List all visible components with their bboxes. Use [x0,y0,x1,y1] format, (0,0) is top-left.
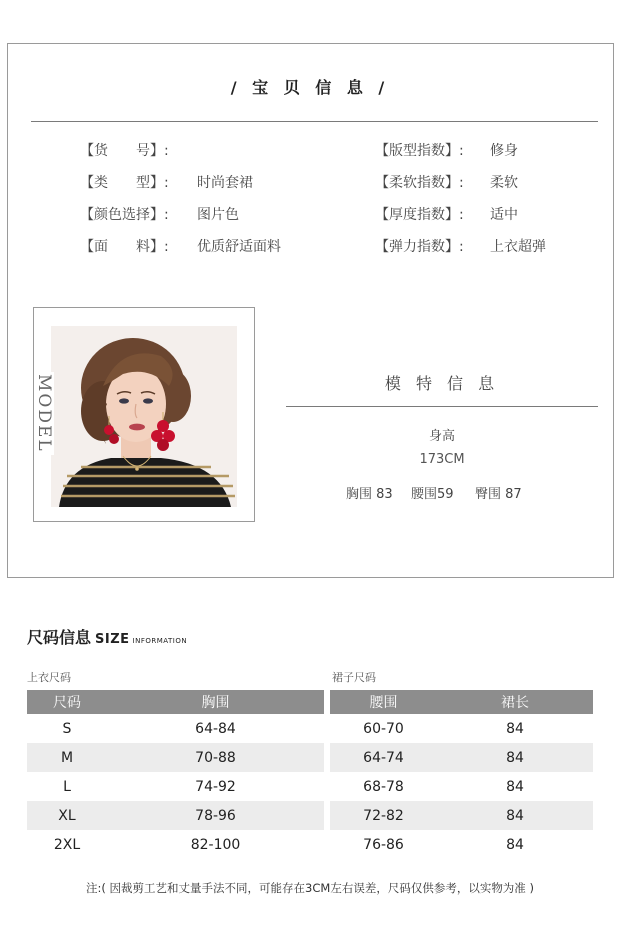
spec-key: 【面 料】: [80,239,169,255]
waist-cell: 64-74 [330,743,437,772]
header-waist: 腰围 [330,690,437,714]
table-row [330,714,593,743]
spec-key: 【类 型】: [80,175,169,191]
spec-thickness [375,204,518,224]
bust-cell: 78-96 [107,801,324,830]
spec-key: 【版型指数】: [375,143,464,159]
bust-cell: 74-92 [195,778,236,795]
size-title-en-small: INFORMATION [132,637,188,645]
size-cell: 2XL [53,836,81,853]
waist-cell: 60-70 [363,720,404,737]
size-title-en: SIZE [95,632,130,647]
bust-cell: 70-88 [107,743,324,772]
bust-cell: 64-84 [195,720,236,737]
model-height-value: 173CM [419,452,465,467]
spec-fabric [80,236,281,256]
spec-value: 时尚套裙 [197,175,253,191]
size-cell: S [62,720,72,737]
waist-cell: 68-78 [363,778,404,795]
model-photo [51,326,237,507]
model-vertical-label: MODEL [34,374,54,453]
table-row [330,830,593,859]
model-bust: 胸围 83 [346,487,393,502]
divider [31,121,598,122]
spec-type [80,172,253,192]
skirt-size-label: 裙子尺码 [332,671,376,684]
size-title-cn: 尺码信息 [27,628,92,647]
table-header-row [27,690,324,714]
bust-cell: 82-100 [190,836,241,853]
spec-color [80,204,239,224]
top-size-table [27,690,324,859]
size-cell: M [27,743,107,772]
table-row [27,772,324,801]
length-cell: 84 [506,720,524,737]
table-row [27,801,324,830]
spec-key: 【颜色选择】: [80,207,169,223]
length-cell: 84 [506,778,524,795]
header-length: 裙长 [437,690,593,714]
header-bust: 胸围 [107,690,324,714]
size-cell: XL [27,801,107,830]
spec-softness [375,172,518,192]
model-portrait-illustration [51,326,237,507]
header-size: 尺码 [27,690,107,714]
table-row [330,801,593,830]
model-info-title: 模 特 信 息 [384,374,500,393]
table-row [27,830,324,859]
length-cell: 84 [437,801,593,830]
top-size-label: 上衣尺码 [27,671,71,684]
length-cell: 84 [506,836,524,853]
model-height-label: 身高 [428,429,455,444]
table-row [330,772,593,801]
waist-cell: 76-86 [363,836,404,853]
spec-key: 【柔软指数】: [375,175,464,191]
table-row [330,743,593,772]
size-disclaimer-note: 注:( 因裁剪工艺和丈量手法不同，可能存在3CM左右误差，尺码仅供参考，以实物为准 ) [86,881,534,895]
spec-value: 图片色 [197,207,239,223]
spec-value: 柔软 [490,175,518,191]
model-waist: 腰围59 [411,487,454,502]
spec-item-number [80,140,169,160]
size-section-title [27,625,187,648]
product-info-title: / 宝 贝 信 息 / [230,78,390,97]
spec-value: 优质舒适面料 [197,239,281,255]
table-header-row [330,690,593,714]
spec-elasticity [375,236,546,256]
table-row [27,714,324,743]
spec-value: 适中 [490,207,518,223]
spec-value: 上衣超弹 [490,239,546,255]
size-cell: L [63,778,71,795]
spec-value: 修身 [490,143,518,159]
length-cell: 84 [437,743,593,772]
skirt-size-table [330,690,593,859]
spec-key: 【弹力指数】: [375,239,464,255]
divider [286,406,598,407]
spec-key: 【厚度指数】: [375,207,464,223]
model-hip: 臀围 87 [475,487,522,502]
waist-cell: 72-82 [330,801,437,830]
spec-key: 【货 号】: [80,143,169,159]
spec-fit [375,140,518,160]
table-row [27,743,324,772]
